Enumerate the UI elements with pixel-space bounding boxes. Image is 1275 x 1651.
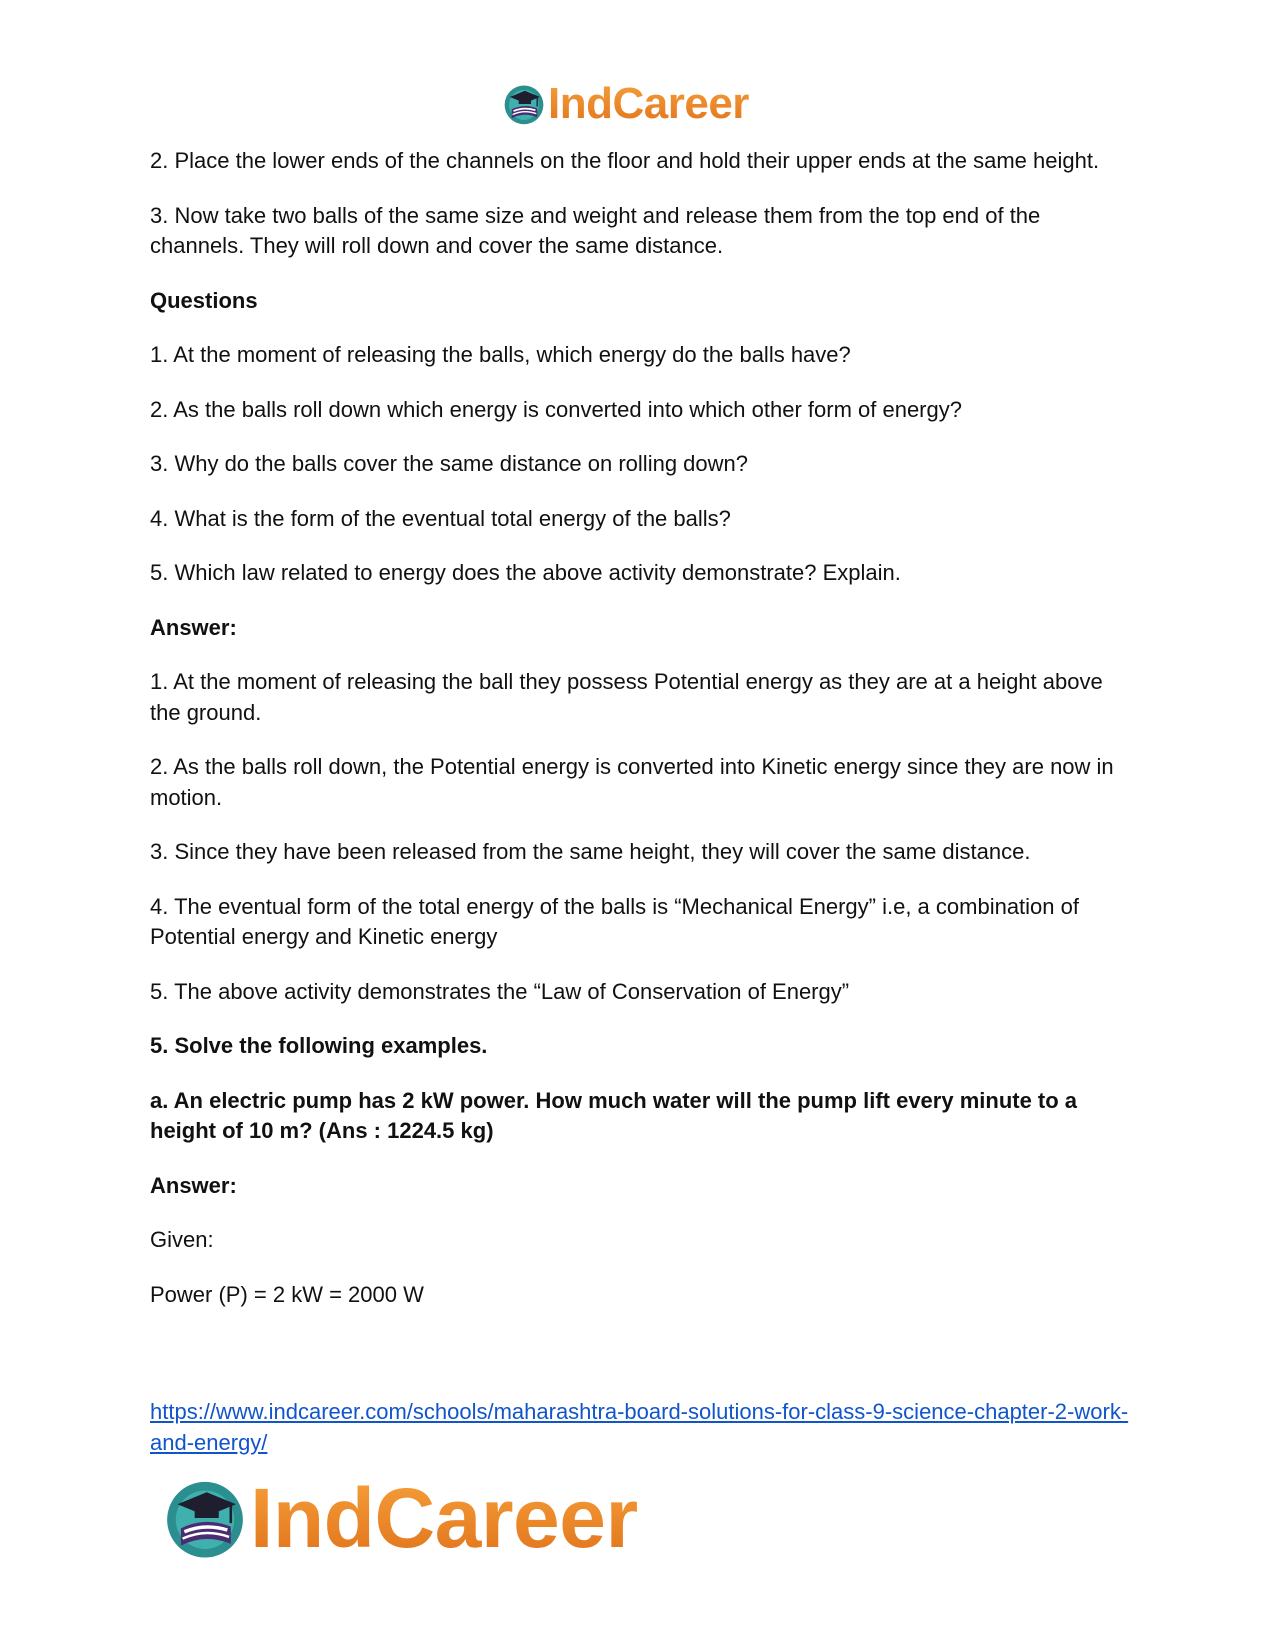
paragraph: 2. Place the lower ends of the channels on the floor and hold their upper ends at the same height. xyxy=(150,148,1100,173)
source-url-link[interactable]: https://www.indcareer.com/schools/maharashtra-board-solutions-for-class-9-science-chapter-2-work-and-energy/ xyxy=(150,1399,1129,1455)
graduation-book-icon xyxy=(162,1475,248,1561)
paragraph: 5. The above activity demonstrates the “Law of Conservation of Energy” xyxy=(150,978,850,1004)
paragraph: 2. As the balls roll down which energy is converted into which other form of energy? xyxy=(150,396,962,422)
paragraph: 3. Now take two balls of the same size and weight and release them from the top end of the channels. They will roll down and cover the same distance. xyxy=(150,202,1041,258)
paragraph: 1. At the moment of releasing the balls, which energy do the balls have? xyxy=(150,342,851,367)
paragraph: 1. At the moment of releasing the ball they possess Potential energy as they are at a height above the ground. xyxy=(150,669,1103,725)
footer-logo-text: IndCareer xyxy=(250,1471,638,1565)
heading-paragraph: a. An electric pump has 2 kW power. How much water will the pump lift every minute to a height of 10 m? (Ans : 1224.5 kg) xyxy=(150,1087,1078,1143)
paragraph: 4. The eventual form of the total energy of the balls is “Mechanical Energy” i.e, a combination of Potential energy and Kinetic energy xyxy=(150,893,1079,949)
heading-paragraph: Answer: xyxy=(150,1172,237,1198)
paragraph: Given: xyxy=(150,1227,214,1252)
paragraph: Power (P) = 2 kW = 2000 W xyxy=(150,1281,424,1307)
document-body xyxy=(150,146,1130,1334)
graduation-book-icon xyxy=(502,82,546,126)
paragraph: 3. Since they have been released from the same height, they will cover the same distance. xyxy=(150,839,1031,864)
header-logo xyxy=(502,78,749,130)
heading-paragraph: Questions xyxy=(150,287,258,313)
paragraph: 5. Which law related to energy does the above activity demonstrate? Explain. xyxy=(150,560,901,585)
heading-paragraph: Answer: xyxy=(150,614,237,640)
paragraph: 2. As the balls roll down, the Potential energy is converted into Kinetic energy since they are now in motion. xyxy=(150,754,1114,810)
paragraph: 4. What is the form of the eventual total energy of the balls? xyxy=(150,505,731,531)
footer-logo xyxy=(162,1470,638,1566)
header-logo-text: IndCareer xyxy=(548,79,749,128)
paragraph: 3. Why do the balls cover the same distance on rolling down? xyxy=(150,451,748,476)
heading-paragraph: 5. Solve the following examples. xyxy=(150,1033,488,1058)
